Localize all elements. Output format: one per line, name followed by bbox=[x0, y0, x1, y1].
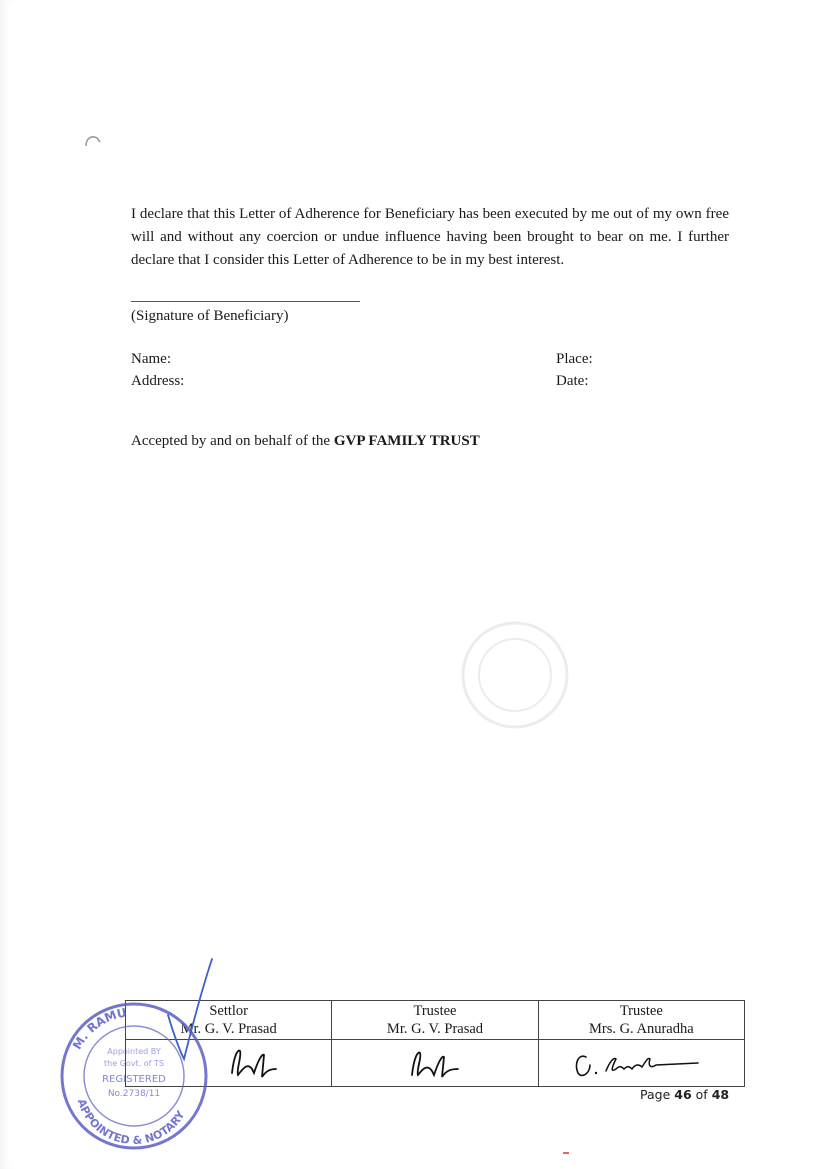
page-number bbox=[640, 1087, 729, 1102]
beneficiary-signature-label: (Signature of Beneficiary) bbox=[131, 308, 289, 324]
acceptance-line bbox=[131, 433, 480, 450]
seal-line-1: Appointed BY bbox=[107, 1047, 161, 1056]
seal-bottom-text: APPOINTED & NOTARY bbox=[74, 1097, 188, 1148]
declaration-text: I declare that this Letter of Adherence for Beneficiary has been executed by me out of my own free will and without any coercion or undue influence having been brought to bear on me. I further declare that I consider this Letter of Adherence to be in my best interest. bbox=[131, 206, 729, 268]
page-current: 46 bbox=[674, 1087, 692, 1102]
name-field-label: Name: bbox=[131, 351, 171, 367]
signatory-name: Mrs. G. Anuradha bbox=[588, 1021, 694, 1037]
address-field-label: Address: bbox=[131, 373, 185, 389]
seal-top-text: M. RAMU bbox=[70, 1005, 128, 1052]
trustee-1-signature-cell bbox=[332, 1040, 538, 1087]
place-field-label: Place: bbox=[556, 351, 593, 367]
signatory-role: Trustee bbox=[619, 1003, 663, 1019]
signatory-name: Mr. G. V. Prasad bbox=[180, 1021, 277, 1037]
acceptance-prefix: Accepted by and on behalf of the bbox=[131, 433, 331, 449]
signatory-name: Mr. G. V. Prasad bbox=[386, 1021, 484, 1037]
signature-icon bbox=[380, 1043, 490, 1083]
seal-line-2: the Govt. of TS bbox=[104, 1059, 164, 1068]
trust-name: GVP FAMILY TRUST bbox=[333, 433, 480, 449]
signatory-role: Settlor bbox=[209, 1003, 248, 1019]
beneficiary-signature-line bbox=[131, 301, 360, 302]
trustee-2-cell bbox=[538, 1001, 744, 1040]
seal-line-3: REGISTERED bbox=[102, 1074, 166, 1085]
date-field-label: Date: bbox=[556, 373, 589, 389]
scan-speck bbox=[563, 1152, 569, 1154]
page-of: of bbox=[695, 1087, 708, 1102]
svg-text:APPOINTED & NOTARY bbox=[75, 1097, 188, 1147]
scan-mark-icon bbox=[84, 134, 102, 148]
signatory-role: Trustee bbox=[413, 1003, 457, 1019]
seal-tick-icon bbox=[160, 955, 220, 1095]
faint-watermark-icon bbox=[455, 610, 575, 740]
signature-icon bbox=[566, 1043, 716, 1083]
trustee-2-signature-cell bbox=[538, 1040, 744, 1087]
page-prefix: Page bbox=[640, 1087, 671, 1102]
seal-line-4: No.2738/11 bbox=[107, 1089, 161, 1099]
trustee-1-cell bbox=[332, 1001, 538, 1040]
page-total: 48 bbox=[711, 1087, 730, 1102]
